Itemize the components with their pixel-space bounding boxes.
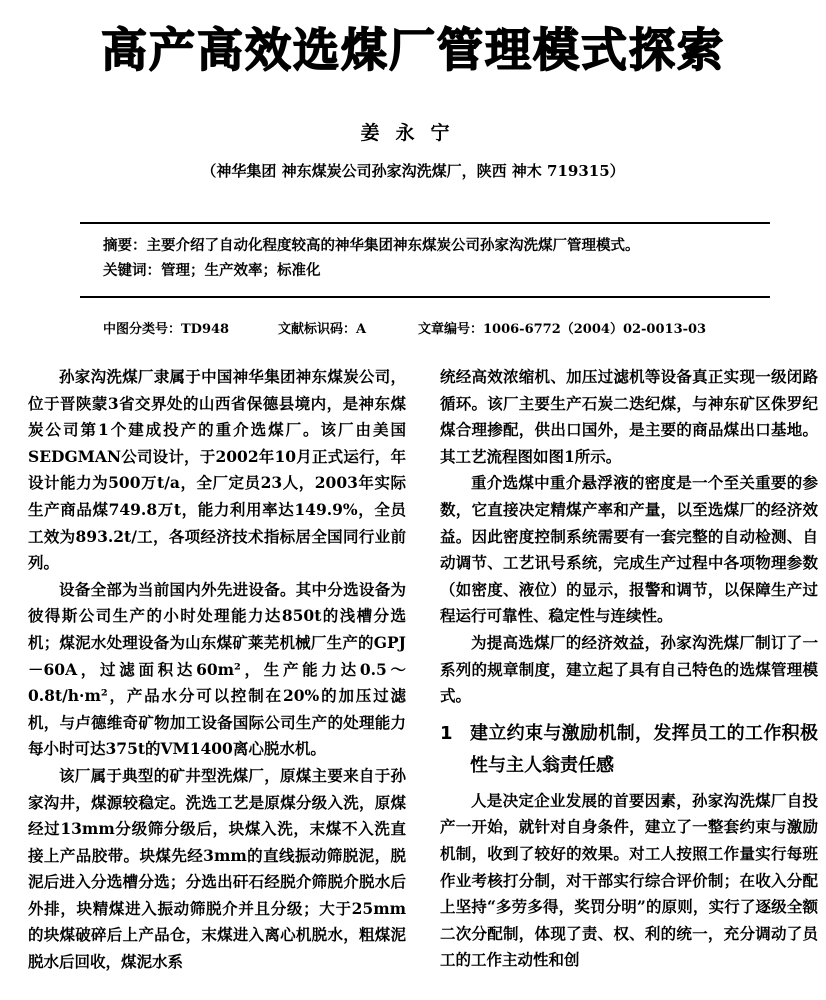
paragraph: 重介选煤中重介悬浮液的密度是一个至关重要的参数，它直接决定精煤产率和产量，以至选煤厂的经济效益。因此密度控制系统需要有一套完整的自动检测、自动调节、工艺讯号系统，完成生产过程中各项物理参数（如密度、液位）的显示，报警和调节，以保障生产过程运行可靠性、稳定性与连续性。 bbox=[440, 473, 818, 626]
article-number: 文章编号：1006-6772（2004）02-0013-03 bbox=[418, 322, 707, 337]
keywords-text: 管理；生产效率；标准化 bbox=[161, 262, 321, 279]
clc-number: 中图分类号：TD948 bbox=[103, 322, 230, 337]
body-right-column bbox=[440, 364, 818, 974]
rule-top bbox=[80, 222, 770, 224]
abstract-label: 摘要： bbox=[103, 238, 147, 254]
keywords-label: 关键词： bbox=[103, 263, 161, 279]
author-affiliation: （神华集团 神东煤炭公司孙家沟洗煤厂，陕西 神木 719315） bbox=[201, 162, 625, 180]
paragraph: 孙家沟洗煤厂隶属于中国神华集团神东煤炭公司，位于晋陕蒙3省交界处的山西省保德县境内，是神东煤炭公司第1个建成投产的重介选煤厂。该厂由美国SEDGMAN公司设计，于2002年10月正式运行，年设计能力为500万t/a，全厂定员23人，2003年实际生产商品煤749.8万t，能力利用率达149.9%，全员工效为893.2t/工，各项经济技术指标居全国同行业前列。 bbox=[28, 367, 406, 573]
abstract-text: 主要介绍了自动化程度较高的神华集团神东煤炭公司孙家沟洗煤厂管理模式。 bbox=[146, 237, 640, 254]
paper-title: 高产高效选煤厂管理模式探索 bbox=[101, 23, 725, 77]
author-name: 姜永宁 bbox=[360, 122, 466, 144]
paragraph: 该厂属于典型的矿井型洗煤厂，原煤主要来自于孙家沟井，煤源较稳定。洗选工艺是原煤分级入洗，原煤经过13mm分级筛分级后，块煤入洗，末煤不入洗直接上产品胶带。块煤先经3mm的直线振动筛脱泥，脱泥后进入分选槽分选；分选出矸石经脱介筛脱介脱水后外排，块精煤进入振动筛脱介并且分级；大于25mm的块煤破碎后上产品仓，末煤进入离心机脱水，粗煤泥脱水后回收，煤泥水系 bbox=[28, 765, 406, 972]
paragraph: 设备全部为当前国内外先进设备。其中分选设备为彼得斯公司生产的小时处理能力达850t的浅槽分选机；煤泥水处理设备为山东煤矿莱芜机械厂生产的GPJ－60A，过滤面积达60m²，生产能力达0.5～0.8t/h·m²，产品水分可以控制在20%的加压过滤机，与卢德维奇矿物加工设备国际公司生产的处理能力每小时可达375t的VM1400离心脱水机。 bbox=[28, 579, 406, 759]
abstract bbox=[103, 236, 640, 256]
section-heading bbox=[440, 718, 818, 782]
document-code: 文献标识码：A bbox=[278, 322, 367, 337]
section-heading-text: 建立约束与激励机制，发挥员工的工作积极性与主人翁责任感 bbox=[470, 722, 818, 776]
article-meta bbox=[103, 318, 783, 337]
keywords bbox=[103, 261, 321, 281]
paragraph: 统经高效浓缩机、加压过滤机等设备真正实现一级闭路循环。该厂主要生产石炭二迭纪煤，与神东矿区侏罗纪煤合理掺配，供出口国外，是主要的商品煤出口基地。其工艺流程图如图1所示。 bbox=[440, 367, 818, 466]
rule-bottom bbox=[80, 296, 770, 298]
paragraph: 为提高选煤厂的经济效益，孙家沟洗煤厂制订了一系列的规章制度，建立起了具有自己特色的选煤管理模式。 bbox=[440, 632, 818, 706]
body-left-column bbox=[28, 364, 406, 976]
section-number: 1 bbox=[440, 722, 453, 744]
paragraph: 人是决定企业发展的首要因素，孙家沟洗煤厂自投产一开始，就针对自身条件，建立了一整套约束与激励机制，收到了较好的效果。对工人按照工作量实行每班作业考核打分制，对干部实行综合评价制；在收入分配上坚持“多劳多得，奖罚分明”的原则，实行了逐级全额二次分配制，体现了责、权、利的统一，充分调动了员工的工作主动性和创 bbox=[440, 790, 818, 970]
